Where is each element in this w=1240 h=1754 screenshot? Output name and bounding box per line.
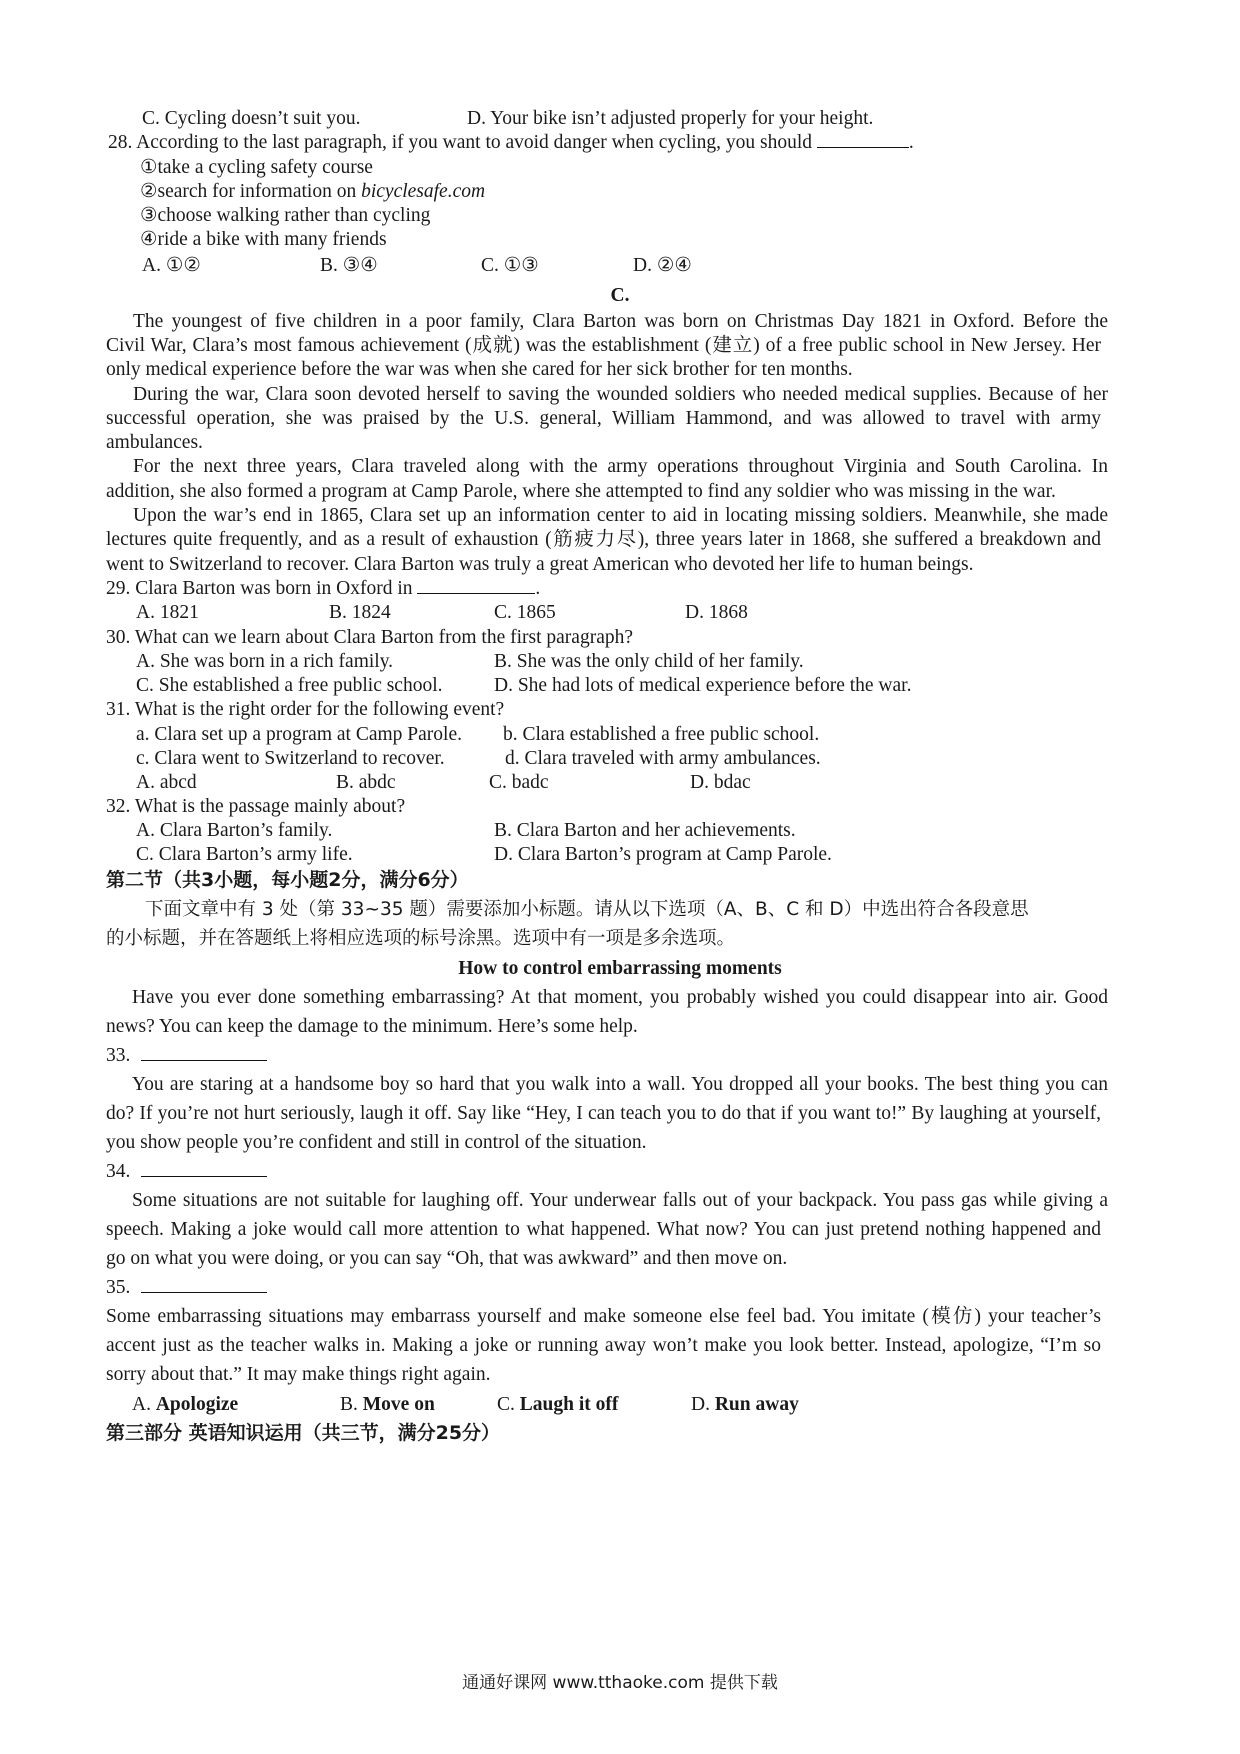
q32-option-d: D. Clara Barton’s program at Camp Parole. bbox=[494, 844, 832, 865]
q28-item-1: ①take a cycling safety course bbox=[140, 157, 373, 178]
q31-stem: 31. What is the right order for the following event? bbox=[106, 699, 505, 720]
q31-option-c: C. badc bbox=[489, 772, 549, 793]
article-option-d bbox=[691, 1392, 799, 1418]
passage-c-line: Civil War, Clara’s most famous achievement (成就) was the establishment (建立) of a free public school in New Jersey. Her bbox=[106, 335, 1101, 356]
article-line: Some embarrassing situations may embarrass yourself and make someone else feel bad. You imitate (模仿) your teacher’s bbox=[106, 1306, 1101, 1327]
q29-stem-text: 29. Clara Barton was born in Oxford in bbox=[106, 578, 413, 599]
q28-item-3: ③choose walking rather than cycling bbox=[140, 205, 431, 226]
article-line: sorry about that.” It may make things right again. bbox=[106, 1364, 491, 1385]
passage-c-line: successful operation, she was praised by the U.S. general, William Hammond, and was allowed to travel with army bbox=[106, 408, 1101, 429]
article-option-b bbox=[340, 1392, 435, 1418]
q28-option-b: B. ③④ bbox=[320, 255, 378, 276]
answer-blank bbox=[141, 1160, 267, 1177]
article-option-c bbox=[497, 1392, 618, 1418]
passage-c-line: only medical experience before the war was when she cared for her sick brother for ten months. bbox=[106, 359, 853, 380]
option-letter: A. bbox=[132, 1394, 156, 1415]
article-title: How to control embarrassing moments bbox=[458, 958, 782, 979]
q30-option-c: C. She established a free public school. bbox=[136, 675, 443, 696]
q32-option-b: B. Clara Barton and her achievements. bbox=[494, 820, 796, 841]
section-2-header: 第二节（共3小题，每小题2分，满分6分） bbox=[106, 869, 469, 891]
q28-option-c: C. ①③ bbox=[481, 255, 539, 276]
q28-item-4: ④ride a bike with many friends bbox=[140, 229, 387, 250]
q30-option-a: A. She was born in a rich family. bbox=[136, 651, 394, 672]
q28-option-a: A. ①② bbox=[142, 255, 201, 276]
q33-number: 33. bbox=[106, 1045, 131, 1066]
article-line: You are staring at a handsome boy so hard that you walk into a wall. You dropped all your books. The best thing you can bbox=[132, 1074, 1108, 1095]
q35-heading-blank bbox=[106, 1275, 267, 1301]
q32-option-a: A. Clara Barton’s family. bbox=[136, 820, 333, 841]
q28-item-2-website: bicyclesafe.com bbox=[361, 181, 486, 202]
article-line: Some situations are not suitable for laughing off. Your underwear falls out of your backpack. You pass gas while giving a bbox=[132, 1190, 1108, 1211]
q35-number: 35. bbox=[106, 1277, 131, 1298]
passage-c-line: For the next three years, Clara traveled along with the army operations throughout Virginia and South Carolina. In bbox=[133, 456, 1108, 477]
section-2-instruction: 的小标题，并在答题纸上将相应选项的标号涂黑。选项中有一项是多余选项。 bbox=[106, 928, 736, 949]
option-text: Laugh it off bbox=[519, 1394, 619, 1415]
q31-option-b: B. abdc bbox=[336, 772, 396, 793]
option-letter: D. bbox=[691, 1394, 715, 1415]
q31-event-b: b. Clara established a free public school. bbox=[503, 724, 820, 745]
q28-stem-end: . bbox=[908, 132, 914, 153]
passage-c-heading: C. bbox=[610, 285, 630, 306]
q29-option-b: B. 1824 bbox=[329, 602, 391, 623]
passage-c-line: During the war, Clara soon devoted herself to saving the wounded soldiers who needed medical supplies. Because of her bbox=[133, 384, 1108, 405]
answer-blank bbox=[817, 131, 909, 148]
q31-option-a: A. abcd bbox=[136, 772, 197, 793]
q28-stem-text: 28. According to the last paragraph, if you want to avoid danger when cycling, you should bbox=[108, 132, 812, 153]
q29-stem-end: . bbox=[535, 578, 541, 599]
q29-stem bbox=[106, 576, 540, 602]
passage-c-line: went to Switzerland to recover. Clara Barton was truly a great American who devoted her life to human beings. bbox=[106, 554, 974, 575]
part-3-header: 第三部分 英语知识运用（共三节，满分25分） bbox=[106, 1422, 501, 1444]
answer-blank bbox=[141, 1276, 267, 1293]
q31-event-a: a. Clara set up a program at Camp Parole. bbox=[136, 724, 462, 745]
q31-event-c: c. Clara went to Switzerland to recover. bbox=[136, 748, 445, 769]
passage-c-line: ambulances. bbox=[106, 432, 203, 453]
article-line: do? If you’re not hurt seriously, laugh it off. Say like “Hey, I can teach you to do that if you want to!” By laughing at yourself, bbox=[106, 1103, 1101, 1124]
answer-blank bbox=[417, 577, 535, 594]
article-line: you show people you’re confident and still in control of the situation. bbox=[106, 1132, 647, 1153]
article-option-a bbox=[132, 1392, 238, 1418]
q33-heading-blank bbox=[106, 1043, 267, 1069]
option-text: Apologize bbox=[155, 1394, 239, 1415]
q28-item-2 bbox=[140, 179, 485, 205]
passage-c-line: The youngest of five children in a poor family, Clara Barton was born on Christmas Day 1821 in Oxford. Before the bbox=[133, 311, 1108, 332]
passage-c-line: lectures quite frequently, and as a result of exhaustion (筋疲力尽), three years later in 1868, she suffered a breakdown and bbox=[106, 529, 1101, 550]
article-line: speech. Making a joke would call more attention to what happened. What now? You can just pretend nothing happened and bbox=[106, 1219, 1101, 1240]
q29-option-a: A. 1821 bbox=[136, 602, 199, 623]
q31-option-d: D. bdac bbox=[690, 772, 751, 793]
q34-heading-blank bbox=[106, 1159, 267, 1185]
article-line: accent just as the teacher walks in. Making a joke or running away won’t make you look better. Instead, apologize, “I’m so bbox=[106, 1335, 1101, 1356]
article-line: Have you ever done something embarrassing? At that moment, you probably wished you could disappear into air. Good bbox=[132, 987, 1108, 1008]
q29-option-c: C. 1865 bbox=[494, 602, 556, 623]
option-text: Run away bbox=[714, 1394, 799, 1415]
q32-stem: 32. What is the passage mainly about? bbox=[106, 796, 406, 817]
passage-c-line: addition, she also formed a program at Camp Parole, where she attempted to find any soldier who was missing in the war. bbox=[106, 481, 1056, 502]
option-letter: C. bbox=[497, 1394, 520, 1415]
q30-option-d: D. She had lots of medical experience before the war. bbox=[494, 675, 912, 696]
q34-number: 34. bbox=[106, 1161, 131, 1182]
section-2-instruction: 下面文章中有 3 处（第 33~35 题）需要添加小标题。请从以下选项（A、B、C 和 D）中选出符合各段意思 bbox=[145, 899, 1029, 920]
q28-stem bbox=[108, 130, 914, 156]
page-footer: 通通好课网 www.tthaoke.com 提供下载 bbox=[462, 1673, 778, 1693]
q27-option-c: C. Cycling doesn’t suit you. bbox=[142, 108, 361, 129]
article-line: news? You can keep the damage to the minimum. Here’s some help. bbox=[106, 1016, 638, 1037]
q29-option-d: D. 1868 bbox=[685, 602, 748, 623]
q30-stem: 30. What can we learn about Clara Barton from the first paragraph? bbox=[106, 627, 634, 648]
q28-item-2-text: ②search for information on bbox=[140, 181, 362, 202]
q28-option-d: D. ②④ bbox=[633, 255, 692, 276]
q31-event-d: d. Clara traveled with army ambulances. bbox=[505, 748, 821, 769]
passage-c-line: Upon the war’s end in 1865, Clara set up an information center to aid in locating missing soldiers. Meanwhile, she made bbox=[133, 505, 1108, 526]
q32-option-c: C. Clara Barton’s army life. bbox=[136, 844, 353, 865]
q30-option-b: B. She was the only child of her family. bbox=[494, 651, 804, 672]
article-line: go on what you were doing, or you can say “Oh, that was awkward” and then move on. bbox=[106, 1248, 788, 1269]
option-text: Move on bbox=[362, 1394, 435, 1415]
answer-blank bbox=[141, 1044, 267, 1061]
q27-option-d: D. Your bike isn’t adjusted properly for your height. bbox=[467, 108, 874, 129]
option-letter: B. bbox=[340, 1394, 363, 1415]
